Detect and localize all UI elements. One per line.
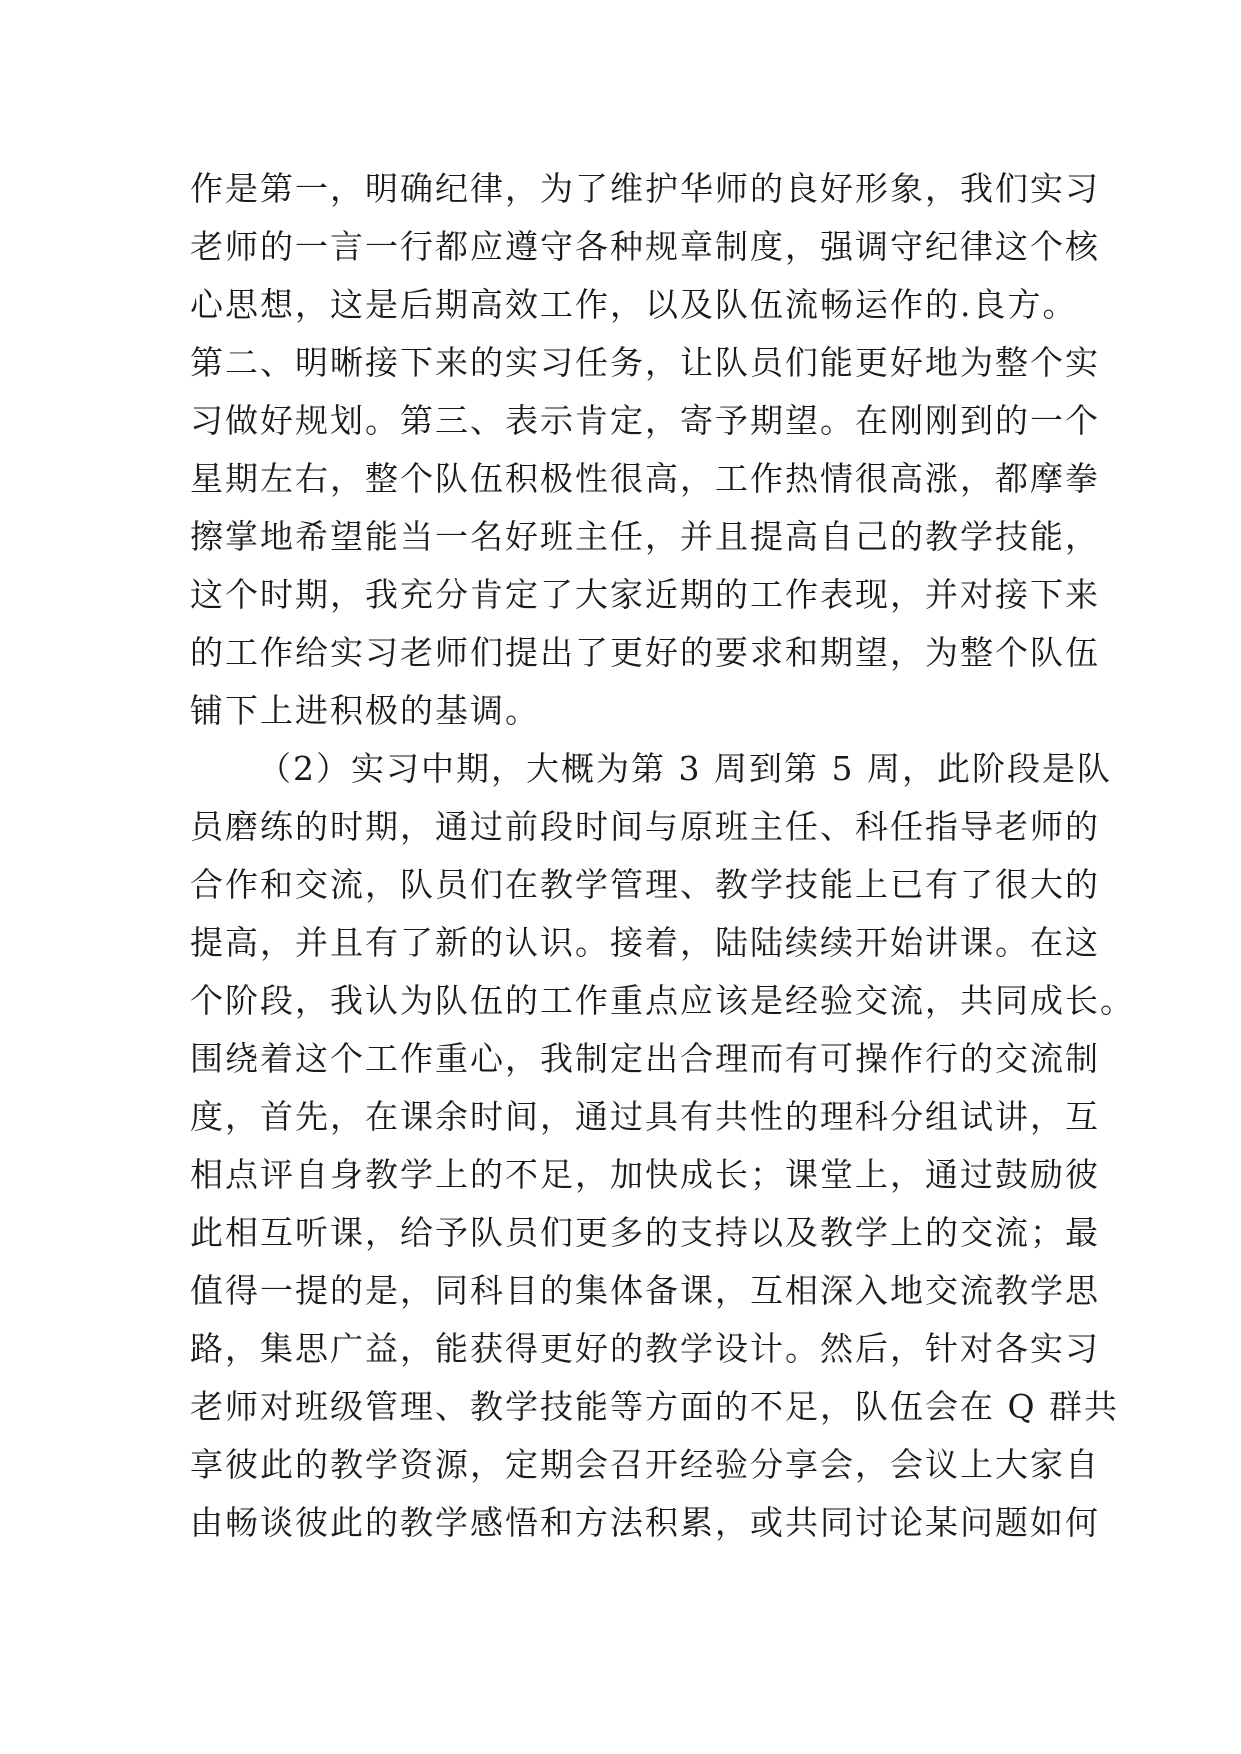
text-line: 由畅谈彼此的教学感悟和方法积累，或共同讨论某问题如何 — [190, 1503, 1100, 1542]
text-line: 提高，并且有了新的认识。接着，陆陆续续开始讲课。在这 — [190, 923, 1100, 962]
text-line: 相点评自身教学上的不足，加快成长；课堂上，通过鼓励彼 — [190, 1155, 1100, 1194]
text-line: 老师的一言一行都应遵守各种规章制度，强调守纪律这个核 — [190, 227, 1100, 266]
text-line: 老师对班级管理、教学技能等方面的不足，队伍会在 Q 群共 — [190, 1387, 1120, 1426]
text-line: 擦掌地希望能当一名好班主任，并且提高自己的教学技能， — [190, 517, 1100, 556]
text-line: 路，集思广益，能获得更好的教学设计。然后，针对各实习 — [190, 1329, 1100, 1368]
text-line: 的工作给实习老师们提出了更好的要求和期望，为整个队伍 — [190, 633, 1100, 672]
text-line: 星期左右，整个队伍积极性很高，工作热情很高涨，都摩拳 — [190, 459, 1100, 498]
text-line: 第二、明晰接下来的实习任务，让队员们能更好地为整个实 — [190, 343, 1100, 382]
text-line: 这个时期，我充分肯定了大家近期的工作表现，并对接下来 — [190, 575, 1100, 614]
text-line: 心思想，这是后期高效工作，以及队伍流畅运作的.良方。 — [190, 285, 1078, 324]
text-line: 员磨练的时期，通过前段时间与原班主任、科任指导老师的 — [190, 807, 1100, 846]
text-line: 个阶段，我认为队伍的工作重点应该是经验交流，共同成长。 — [190, 981, 1135, 1020]
text-line: 值得一提的是，同科目的集体备课，互相深入地交流教学思 — [190, 1271, 1100, 1310]
paragraph-start-line: （2）实习中期，大概为第 3 周到第 5 周，此阶段是队 — [258, 749, 1112, 788]
text-line: 作是第一，明确纪律，为了维护华师的良好形象，我们实习 — [190, 169, 1100, 208]
text-line: 围绕着这个工作重心，我制定出合理而有可操作行的交流制 — [190, 1039, 1100, 1078]
text-line: 铺下上进积极的基调。 — [190, 691, 540, 730]
text-line: 合作和交流，队员们在教学管理、教学技能上已有了很大的 — [190, 865, 1100, 904]
text-line: 度，首先，在课余时间，通过具有共性的理科分组试讲，互 — [190, 1097, 1100, 1136]
text-line: 习做好规划。第三、表示肯定，寄予期望。在刚刚到的一个 — [190, 401, 1100, 440]
text-line: 此相互听课，给予队员们更多的支持以及教学上的交流；最 — [190, 1213, 1100, 1252]
text-line: 享彼此的教学资源，定期会召开经验分享会，会议上大家自 — [190, 1445, 1100, 1484]
body-text — [190, 160, 1135, 1552]
